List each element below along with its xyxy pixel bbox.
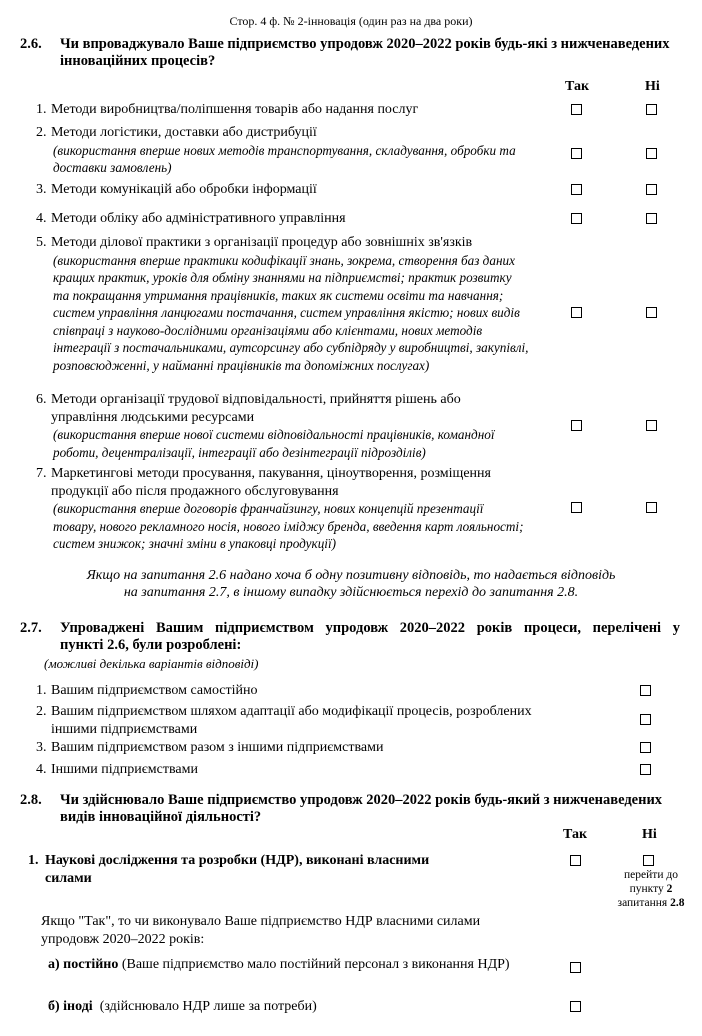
skip-note-text: запитання [617,897,671,909]
q26-item-7-no-checkbox[interactable] [646,502,657,513]
item-number: 4. [36,762,47,777]
item-text: Маркетингові методи просування, пакування, ціноутворення, розміщення продукції або після продажного обслуговування [51,466,491,499]
q26-item-6 [36,391,511,461]
item-description: (використання вперше практики кодифікації знань, зокрема, створення баз даних кращих практик, уроків для обміну знаннями на підприємстві; практик розвитку та покращання утримання працівників, таких як системи освіти та навчання; систем управління ланцюгами постачання, систем управління якістю; нових видів співпраці з науково-дослідними організаціями або клієнтами, нових методів інтеграції з постачальниками, аутсорсингу або субпідряду у виробництві, закупівлі, розповсюдженні, у найманні працівників та допоміжних послугах) [53,252,529,373]
q28-followup-question: Якщо "Так", то чи виконувало Ваше підприємство НДР власними силами упродовж 2020–2022 років: [41,914,481,947]
q27-item-3 [36,739,596,757]
item-text: Іншими підприємствами [51,762,198,777]
question-text-line-2: пункті 2.6, були розроблені: [60,637,242,653]
q27-item-1-checkbox[interactable] [640,685,651,696]
question-number: 2.6. [20,36,42,52]
item-text: Методи виробництва/поліпшення товарів або надання послуг [51,102,419,117]
q26-item-2-no-checkbox[interactable] [646,148,657,159]
q26-item-5-yes-checkbox[interactable] [571,307,582,318]
q28-option-a-checkbox[interactable] [570,962,581,973]
question-number: 2.8. [20,792,42,808]
q26-item-6-no-checkbox[interactable] [646,420,657,431]
q26-item-7-yes-checkbox[interactable] [571,502,582,513]
item-number: 6. [36,392,47,407]
q26-item-1 [36,101,536,119]
item-number: 3. [36,740,47,755]
item-number: 2. [36,704,47,719]
skip-note-point: 2 [666,883,673,895]
q26-item-1-no-checkbox[interactable] [646,104,657,115]
q26-item-4 [36,210,536,228]
item-number: 1. [36,102,47,117]
q26-item-7 [36,465,524,553]
item-number: 1. [36,683,47,698]
item-number: 3. [36,182,47,197]
skip-note-line-3 [608,896,694,910]
q28-option-a [48,956,528,974]
item-number: 4. [36,211,47,226]
question-2-7-title [20,620,680,654]
q27-item-4 [36,761,596,779]
question-text: Чи впроваджувало Ваше підприємство упродовж 2020–2022 років будь-які з нижченаведених інноваційних процесів? [60,36,670,69]
q27-item-2-checkbox[interactable] [640,714,651,725]
item-text: Методи комунікацій або обробки інформації [51,182,317,197]
q27-item-1 [36,682,596,700]
q26-item-3-no-checkbox[interactable] [646,184,657,195]
q27-item-4-checkbox[interactable] [640,764,651,775]
item-text: Методи ділової практики з організації процедур або зовнішніх зв'язків [51,235,473,250]
column-no-label: Ні [645,79,660,94]
q26-routing-note [0,567,702,601]
option-b-text: (здійснювало НДР лише за потреби) [92,999,317,1014]
question-number: 2.7. [20,620,42,636]
q28-item-1-no-checkbox[interactable] [643,855,654,866]
item-text: Методи обліку або адміністративного управління [51,211,346,226]
item-description: (використання вперше нових методів транспортування, складування, обробки та доставки замовлень) [53,142,516,175]
q28-option-b-checkbox[interactable] [570,1001,581,1012]
column-yes-label: Так [565,79,590,94]
page-header: Стор. 4 ф. № 2-інновація (один раз на два роки) [229,14,473,28]
q26-item-4-yes-checkbox[interactable] [571,213,582,224]
option-b-label: б) іноді [48,999,93,1014]
skip-note-text: пункту [629,883,667,895]
q26-item-3-yes-checkbox[interactable] [571,184,582,195]
q26-item-2-yes-checkbox[interactable] [571,148,582,159]
q27-item-2 [36,703,581,738]
item-number: 5. [36,235,47,250]
q26-item-4-no-checkbox[interactable] [646,213,657,224]
q28-option-b [48,998,528,1016]
routing-note-line-1: Якщо на запитання 2.6 надано хоча б одну позитивну відповідь, то надається відповідь [86,568,616,583]
skip-note-line-2 [608,882,694,896]
q28-column-yes-label: Так [563,827,588,842]
item-text: Вашим підприємством самостійно [51,683,258,698]
q27-item-3-checkbox[interactable] [640,742,651,753]
q26-item-5-no-checkbox[interactable] [646,307,657,318]
q26-item-2 [36,124,536,177]
question-2-6-title [20,36,680,70]
q26-item-1-yes-checkbox[interactable] [571,104,582,115]
option-a-label: а) постійно [48,957,119,972]
q27-hint: (можливі декілька варіантів відповіді) [44,656,259,671]
item-text: Методи логістики, доставки або дистрибуції [51,125,317,140]
question-text: Чи здійснювало Ваше підприємство упродовж 2020–2022 років будь-який з нижченаведених видів інноваційної діяльності? [60,792,663,825]
option-a-text: (Ваше підприємство мало постійний персонал з виконання НДР) [118,957,510,972]
routing-note-line-2: на запитання 2.7, в іншому випадку здійснюється перехід до запитання 2.8. [123,585,579,600]
question-text-line-1: Упроваджені Вашим підприємством упродовж 2020–2022 років процеси, перелічені у [60,620,680,636]
item-text: Наукові дослідження та розробки (НДР), виконані власними силами [45,853,430,886]
item-text: Вашим підприємством разом з іншими підприємствами [51,740,384,755]
q26-item-6-yes-checkbox[interactable] [571,420,582,431]
skip-note-line-1: перейти до [624,869,678,881]
q28-column-no-label: Ні [642,827,657,842]
item-text: Методи організації трудової відповідальності, прийняття рішень або управління людськими ресурсами [51,392,461,425]
q28-item-1-yes-checkbox[interactable] [570,855,581,866]
item-number: 1. [28,853,39,868]
item-number: 7. [36,466,47,481]
item-description: (використання вперше договорів франчайзингу, нових концепцій презентації товару, нового рекламного носія, нового іміджу бренда, введення карт лояльності; систем знижок; значні зміни в упаковці продукції) [53,501,524,551]
q28-skip-note [608,868,694,910]
item-description: (використання вперше нової системи відповідальності працівників, командної роботи, децентралізації, інтеграції або дезінтеграції підрозділів) [53,427,495,460]
q26-item-3 [36,181,536,199]
skip-note-question: 2.8 [670,897,685,909]
item-number: 2. [36,125,47,140]
item-text: Вашим підприємством шляхом адаптації або модифікації процесів, розроблених іншими підприємствами [51,704,532,737]
question-2-8-title [20,792,690,826]
q28-item-1 [28,852,478,887]
q26-item-5 [36,234,536,374]
